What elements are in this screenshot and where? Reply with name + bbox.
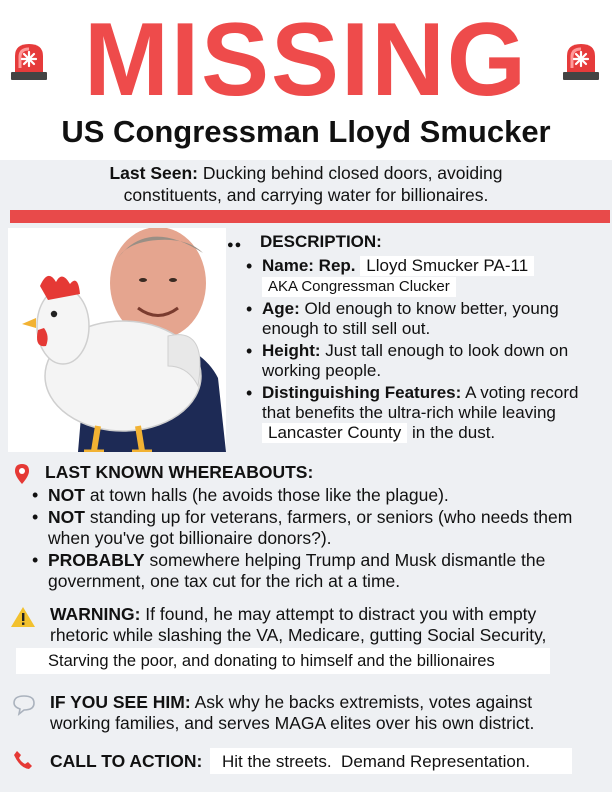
see-him-body	[0, 692, 612, 734]
name-label: Name: Rep.	[262, 256, 356, 275]
missing-title: MISSING	[83, 2, 529, 118]
height-label: Height:	[262, 341, 321, 360]
warning-icon	[10, 606, 36, 628]
call-to-action-text: Hit the streets. Demand Representation.	[222, 752, 531, 771]
last-seen-text: Ducking behind closed doors, avoiding constituents, and carrying water for billionaires.	[123, 163, 503, 205]
list-item	[0, 507, 612, 549]
features-county: Lancaster County	[262, 423, 407, 443]
red-divider	[10, 210, 610, 223]
whereabouts-heading: LAST KNOWN WHEREABOUTS:	[45, 462, 314, 482]
whereabouts-list	[0, 485, 612, 592]
item-text: standing up for veterans, farmers, or seniors (who needs them when you've got billionaire donors?).	[48, 507, 573, 548]
call-to-action-label: CALL TO ACTION:	[50, 751, 203, 771]
subtitle: US Congressman Lloyd Smucker	[61, 114, 551, 149]
description-heading: DESCRIPTION:	[260, 232, 382, 251]
item-bold: NOT	[48, 507, 85, 527]
list-item	[230, 256, 610, 297]
description-list	[230, 256, 610, 443]
description-section	[227, 232, 610, 445]
warning-label: WARNING:	[50, 604, 141, 624]
item-bold: PROBABLY	[48, 550, 145, 570]
height-text: Just tall enough to look down on working people.	[262, 341, 569, 380]
whereabouts-section	[0, 462, 612, 593]
age-label: Age:	[262, 299, 300, 318]
name-value: Lloyd Smucker PA-11	[360, 256, 534, 276]
last-seen	[60, 162, 552, 206]
item-bold: NOT	[48, 485, 85, 505]
location-pin-icon	[14, 463, 30, 485]
warning-body	[0, 604, 612, 646]
speech-bubble-icon	[12, 694, 36, 716]
age-text: Old enough to know better, young enough to still sell out.	[262, 299, 559, 338]
phone-icon	[12, 749, 34, 771]
features-text-end: in the dust.	[411, 423, 496, 442]
aka-text: AKA Congressman Clucker	[262, 277, 456, 297]
rooster-icon	[18, 266, 208, 452]
list-item	[0, 550, 612, 592]
features-label: Distinguishing Features:	[262, 383, 462, 402]
list-item	[230, 299, 610, 339]
warning-text: If found, he may attempt to distract you with empty rhetoric while slashing the VA, Medicare, gutting Social Security,	[50, 604, 547, 645]
list-item	[230, 383, 610, 443]
item-text: at town halls (he avoids those like the plague).	[89, 485, 449, 505]
list-item	[0, 485, 612, 506]
see-him-section	[0, 692, 612, 734]
see-him-label: IF YOU SEE HIM:	[50, 692, 191, 712]
see-him-text: Ask why he backs extremists, votes against working families, and serves MAGA elites over his own district.	[50, 692, 535, 733]
photo	[8, 228, 226, 452]
features-text: A voting record that benefits the ultra-rich while leaving	[262, 383, 579, 422]
eyes-icon: ●●	[227, 239, 243, 251]
last-seen-label: Last Seen:	[109, 163, 198, 183]
warning-section	[0, 604, 612, 670]
warning-text-2: Starving the poor, and donating to himself and the billionaires	[48, 652, 495, 670]
list-item	[230, 341, 610, 381]
item-text: somewhere helping Trump and Musk dismantle the government, one tax cut for the rich at a time.	[48, 550, 546, 591]
